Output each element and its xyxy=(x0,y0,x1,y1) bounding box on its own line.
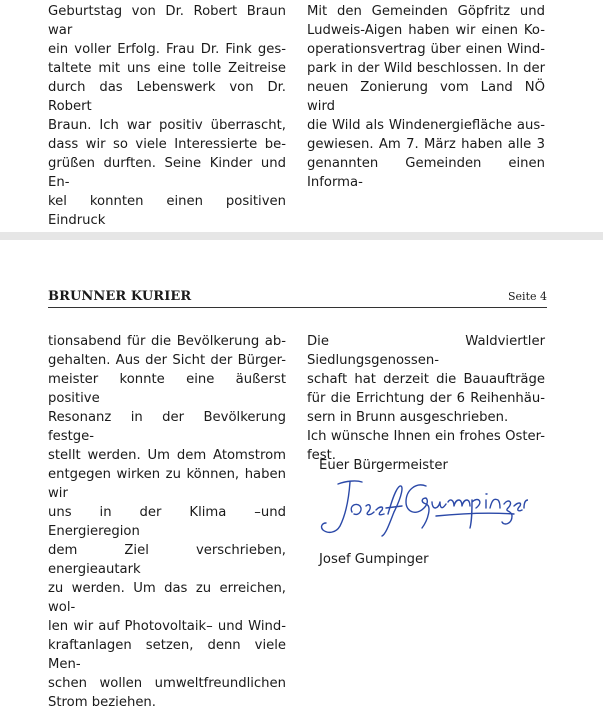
text-column-right xyxy=(307,332,545,465)
text-line: kraftanlagen setzen, denn viele Men- xyxy=(48,638,286,672)
text-line: Braun. Ich war positiv überrascht, xyxy=(48,118,286,133)
text-column-right xyxy=(307,2,545,192)
text-column-left xyxy=(48,332,286,712)
text-line: Mit den Gemeinden Göpfritz und xyxy=(307,4,545,19)
easter-wish-line: Ich wünsche Ihnen ein frohes Oster- xyxy=(307,429,545,444)
text-line: zu werden. Um das zu erreichen, wol- xyxy=(48,581,286,615)
text-line: tionsabend für die Bevölkerung ab- xyxy=(48,334,286,349)
text-line: grüßen durften. Seine Kinder und En- xyxy=(48,156,286,190)
text-line: park in der Wild beschlossen. In der xyxy=(307,61,545,76)
text-line: durch das Lebenswerk von Dr. Robert xyxy=(48,80,286,114)
text-line: len wir auf Photovoltaik– und Wind- xyxy=(48,619,286,634)
text-line: schen wollen umweltfreundlichen xyxy=(48,676,286,691)
text-line: entgegen wirken zu können, haben wir xyxy=(48,467,286,501)
text-line: für die Errichtung der 6 Reihenhäu- xyxy=(307,391,545,406)
text-line: schaft hat derzeit die Bauaufträge xyxy=(307,372,545,387)
text-line: genannten Gemeinden einen Informa- xyxy=(307,156,545,190)
signature-image xyxy=(316,476,528,540)
text-line: dem Ziel verschrieben, energieautark xyxy=(48,543,286,577)
text-column-left xyxy=(48,2,286,230)
newspaper-title: BRUNNER KURIER xyxy=(48,289,192,304)
text-line: uns in der Klima –und Energieregion xyxy=(48,505,286,539)
page-separator xyxy=(0,232,603,240)
easter-wish-line: fest. xyxy=(307,448,336,463)
text-line: Geburtstag von Dr. Robert Braun war xyxy=(48,4,286,38)
text-line: taltete mit uns eine tolle Zeitreise xyxy=(48,61,286,76)
text-line: kel konnten einen positiven Eindruck xyxy=(48,194,286,228)
text-line: gewiesen. Am 7. März haben alle 3 xyxy=(307,137,545,152)
text-line: die Wild als Windenergiefläche aus- xyxy=(307,118,545,133)
text-line: stellt werden. Um dem Atomstrom xyxy=(48,448,286,463)
text-line: Die Waldviertler Siedlungsgenossen- xyxy=(307,334,545,368)
page-number: Seite 4 xyxy=(508,290,547,303)
page-bottom xyxy=(0,240,603,710)
text-line: ein voller Erfolg. Frau Dr. Fink ges- xyxy=(48,42,286,57)
text-line: Resonanz in der Bevölkerung festge- xyxy=(48,410,286,444)
text-line: neuen Zonierung vom Land NÖ wird xyxy=(307,80,545,114)
text-line: Strom beziehen. xyxy=(48,695,156,710)
page-top xyxy=(0,0,603,232)
text-line: gehalten. Aus der Sicht der Bürger- xyxy=(48,353,286,368)
signer-name: Josef Gumpinger xyxy=(319,552,429,567)
text-line: dass wir so viele Interessierte be- xyxy=(48,137,286,152)
text-line: meister konnte eine äußerst positive xyxy=(48,372,286,406)
text-line: operationsvertrag über einen Wind- xyxy=(307,42,545,57)
page-header xyxy=(48,289,547,308)
text-line: Ludweis-Aigen haben wir einen Ko- xyxy=(307,23,545,38)
closing-salutation: Euer Bürgermeister xyxy=(319,458,448,473)
text-line: sern in Brunn ausgeschrieben. xyxy=(307,410,509,425)
